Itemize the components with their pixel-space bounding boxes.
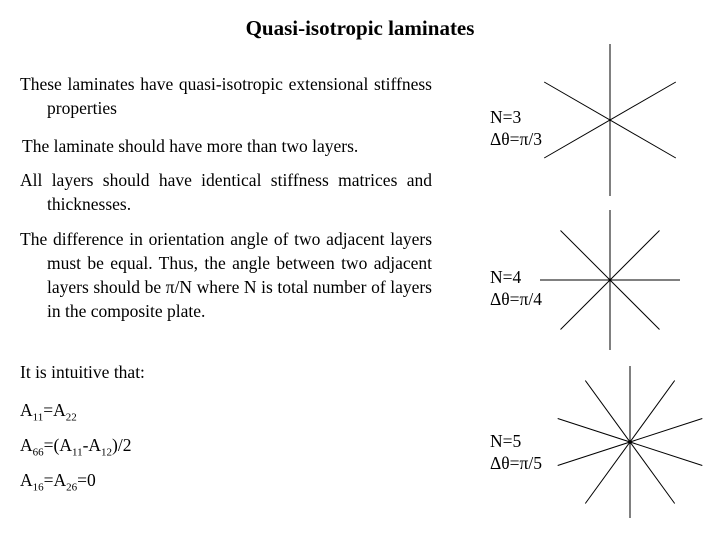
paragraph-more-layers: The laminate should have more than two layers. <box>22 136 359 156</box>
equation-a16-a26: $A_{16}=A_{26}=0$ <box>20 470 96 494</box>
page-title: Quasi-isotropic laminates <box>245 16 475 40</box>
angle-label: Δθ=π/4 <box>490 289 542 309</box>
orientation-star-n5 <box>558 366 703 518</box>
paragraph-orientation-angle: The difference in orientation angle of two adjacent layers must be equal. Thus, the angle between two adjacent layers should be π/N where N is total number of layers in the composite plate. <box>20 229 432 321</box>
orientation-star-n3 <box>544 44 676 196</box>
angle-label: Δθ=π/3 <box>490 129 542 149</box>
paragraph-intuitive: It is intuitive that: <box>20 362 145 382</box>
orientation-star-n4 <box>540 210 680 350</box>
n-label: N=3 <box>490 107 522 127</box>
n-label: N=5 <box>490 431 522 451</box>
equation-a11-a22: $A_{11}=A_{22}$ <box>20 400 77 424</box>
n-label: N=4 <box>490 267 522 287</box>
equation-a66: $A_{66}=(A_{11}-A_{12})/2$ <box>20 435 132 459</box>
angle-label: Δθ=π/5 <box>490 453 542 473</box>
paragraph-quasi-isotropic: These laminates have quasi-isotropic extensional stiffness properties <box>20 74 432 118</box>
paragraph-identical-layers: All layers should have identical stiffness matrices and thicknesses. <box>20 170 432 214</box>
